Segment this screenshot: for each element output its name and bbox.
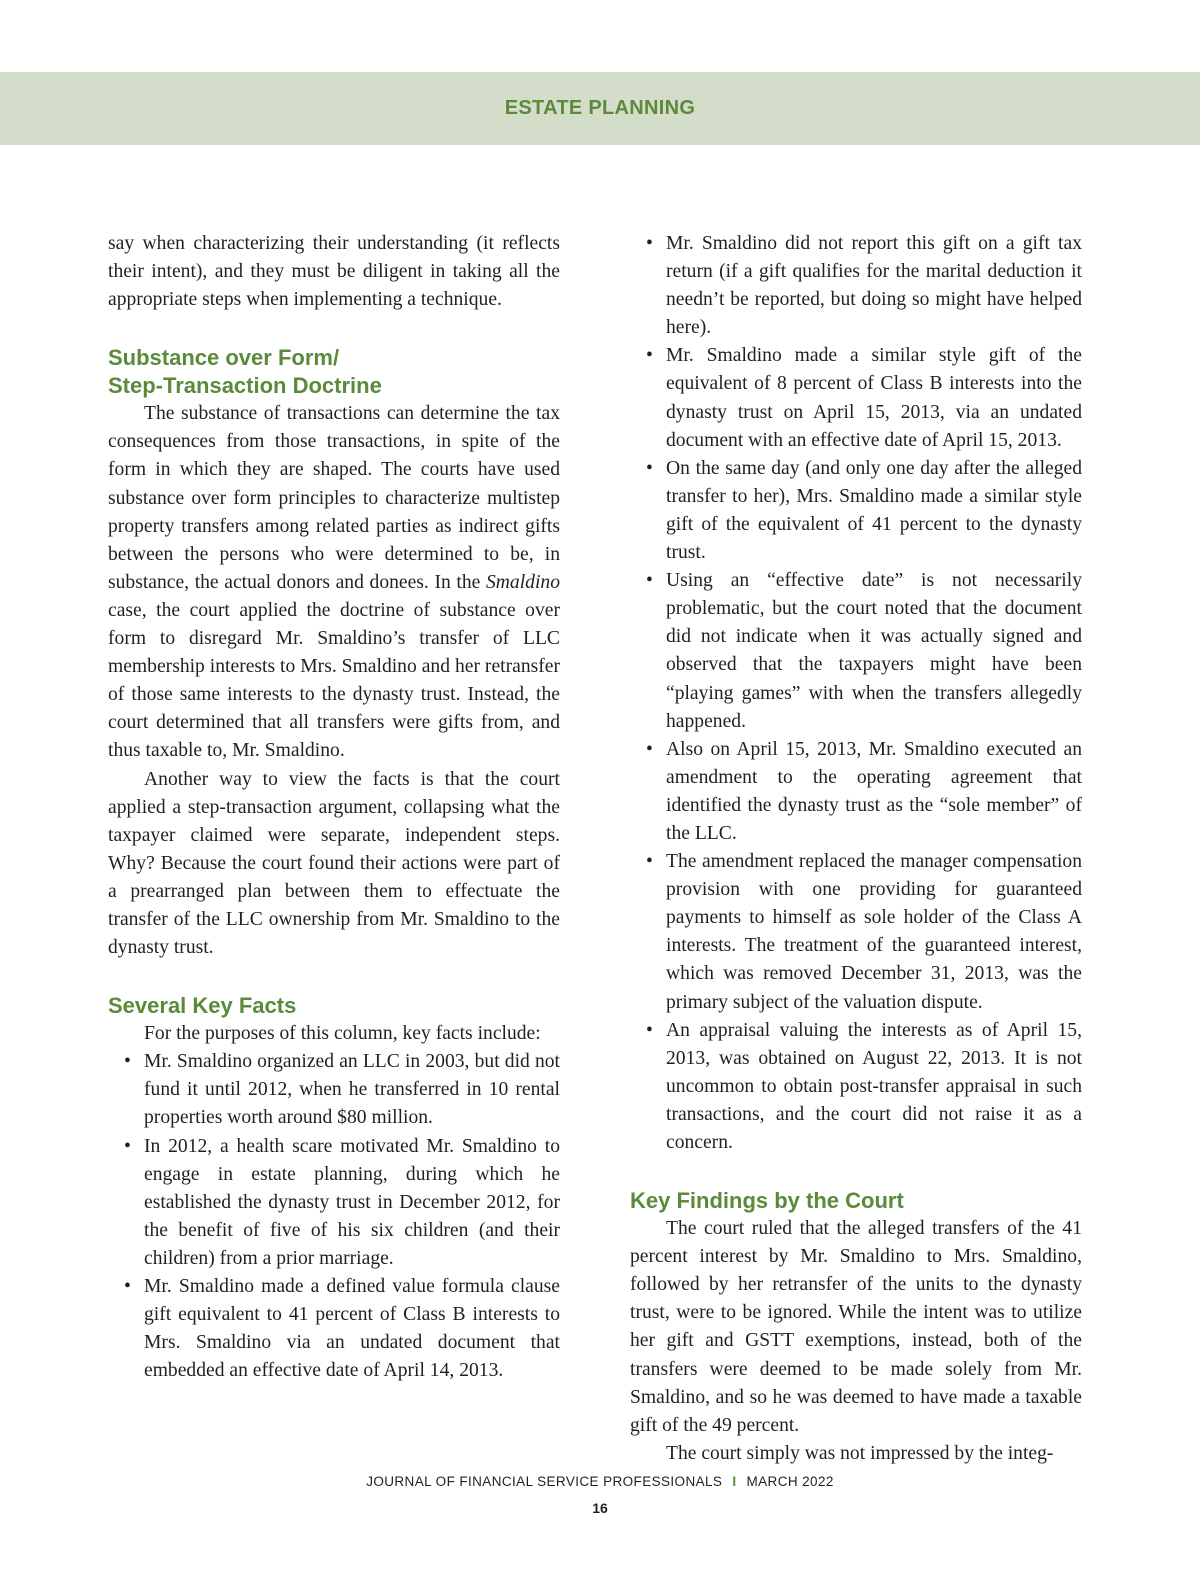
list-item: • Mr. Smaldino organized an LLC in 2003, but did not fund it until 2012, when he transferred in 10 rental properties worth around $80 million.	[108, 1048, 560, 1132]
heading-key-facts: Several Key Facts	[108, 993, 297, 1019]
list-item: • Mr. Smaldino made a similar style gift of the equivalent of 8 percent of Class B interests into the dynasty trust on April 15, 2013, via an undated document with an effective date of April 15, 2013.	[630, 342, 1082, 454]
bullet-icon: •	[646, 233, 653, 254]
bullet-icon: •	[646, 570, 653, 592]
right-column	[630, 230, 1082, 1468]
bullet-icon: •	[646, 851, 653, 873]
case-name: Smaldino	[485, 571, 560, 593]
paragraph-substance: The substance of transactions can determine the tax consequences from those transactions, in spite of the form in which they are shaped. The courts have used substance over form principles to characterize multistep property transfers among related parties as indirect gifts between the persons who were determined to be, in substance, the actual donors and donees. In the Smaldino case, the court applied the doctrine of substance over form to disregard Mr. Smaldino’s transfer of LLC membership interests to Mrs. Smaldino and her retransfer of those same interests to the dynasty trust. Instead, the court determined that all transfers were gifts from, and thus taxable to, Mr. Smaldino.	[108, 403, 560, 762]
list-item: • On the same day (and only one day after the alleged transfer to her), Mrs. Smaldino made a similar style gift of the equivalent of 41 percent to the dynasty trust.	[630, 455, 1082, 567]
paragraph-step-transaction: Another way to view the facts is that the court applied a step-transaction argument, collapsing what the taxpayer claimed were separate, independent steps. Why? Because the court found their actions were part of a prearranged plan between them to effectuate the transfer of the LLC ownership from Mr. Smaldino to the dynasty trust.	[108, 768, 560, 959]
bullet-icon: •	[124, 1051, 131, 1073]
bullet-icon: •	[646, 457, 653, 479]
list-item: • Also on April 15, 2013, Mr. Smaldino executed an amendment to the operating agreement that identified the dynasty trust as the “sole member” of the LLC.	[630, 736, 1082, 848]
heading-line-1: Substance over Form/	[108, 345, 340, 371]
paragraph-court-ruling: The court ruled that the alleged transfers of the 41 percent interest by Mr. Smaldino to Mrs. Smaldino, followed by her retransfer of the units to the dynasty trust, were to be ignored. While the intent was to utilize her gift and GSTT exemptions, instead, both of the transfers were deemed to be made solely from Mr. Smaldino, and so he was deemed to have made a taxable gift of the 49 percent.	[630, 1218, 1082, 1436]
bullet-icon: •	[124, 1276, 131, 1297]
key-facts-list-right	[630, 230, 1082, 1157]
journal-name: JOURNAL OF FINANCIAL SERVICE PROFESSIONALS	[366, 1474, 723, 1489]
list-item: • In 2012, a health scare motivated Mr. Smaldino to engage in estate planning, during which he established the dynasty trust in December 2012, for the benefit of five of his six children (and their children) from a prior marriage.	[108, 1133, 560, 1273]
list-item: • The amendment replaced the manager compensation provision with one providing for guaranteed payments to himself as sole holder of the Class A interests. The treatment of the guaranteed interest, which was removed December 31, 2013, was the primary subject of the valuation dispute.	[630, 848, 1082, 1017]
heading-substance-over-form	[108, 344, 560, 400]
heading-line-2: Step-Transaction Doctrine	[108, 373, 382, 399]
section-title: ESTATE PLANNING	[504, 97, 696, 119]
paragraph-continuation: The court simply was not impressed by the integ-	[666, 1442, 1054, 1464]
issue-date: MARCH 2022	[746, 1474, 834, 1489]
page-footer	[0, 1474, 1200, 1489]
intro-paragraph: say when characterizing their understanding (it reflects their intent), and they must be diligent in taking all the appropriate steps when implementing a technique.	[108, 233, 560, 311]
list-item: • An appraisal valuing the interests as of April 15, 2013, was obtained on August 22, 2013. It is not uncommon to obtain post-transfer appraisal in such transactions, and the court did not raise it as a concern.	[630, 1017, 1082, 1157]
heading-key-findings: Key Findings by the Court	[630, 1188, 904, 1214]
bullet-icon: •	[124, 1135, 131, 1157]
key-facts-list-left	[108, 1048, 560, 1385]
list-item: • Using an “effective date” is not necessarily problematic, but the court noted that the document did not indicate when it was actually signed and observed that the taxpayers might have been “playing games” with when the transfers allegedly happened.	[630, 567, 1082, 736]
bullet-icon: •	[646, 1019, 653, 1041]
section-banner	[0, 72, 1200, 145]
page-number: 16	[592, 1500, 608, 1516]
list-item: • Mr. Smaldino did not report this gift on a gift tax return (if a gift qualifies for the marital deduction it needn’t be reported, but doing so might have helped here).	[630, 230, 1082, 342]
footer-separator: I	[732, 1474, 737, 1489]
bullet-icon: •	[646, 345, 653, 367]
paragraph-key-facts-intro: For the purposes of this column, key facts include:	[144, 1023, 541, 1045]
bullet-icon: •	[646, 738, 653, 760]
left-column	[108, 230, 560, 1385]
list-item: • Mr. Smaldino made a defined value formula clause gift equivalent to 41 percent of Class B interests to Mrs. Smaldino via an undated document that embedded an effective date of April 14, 2013.	[108, 1273, 560, 1385]
